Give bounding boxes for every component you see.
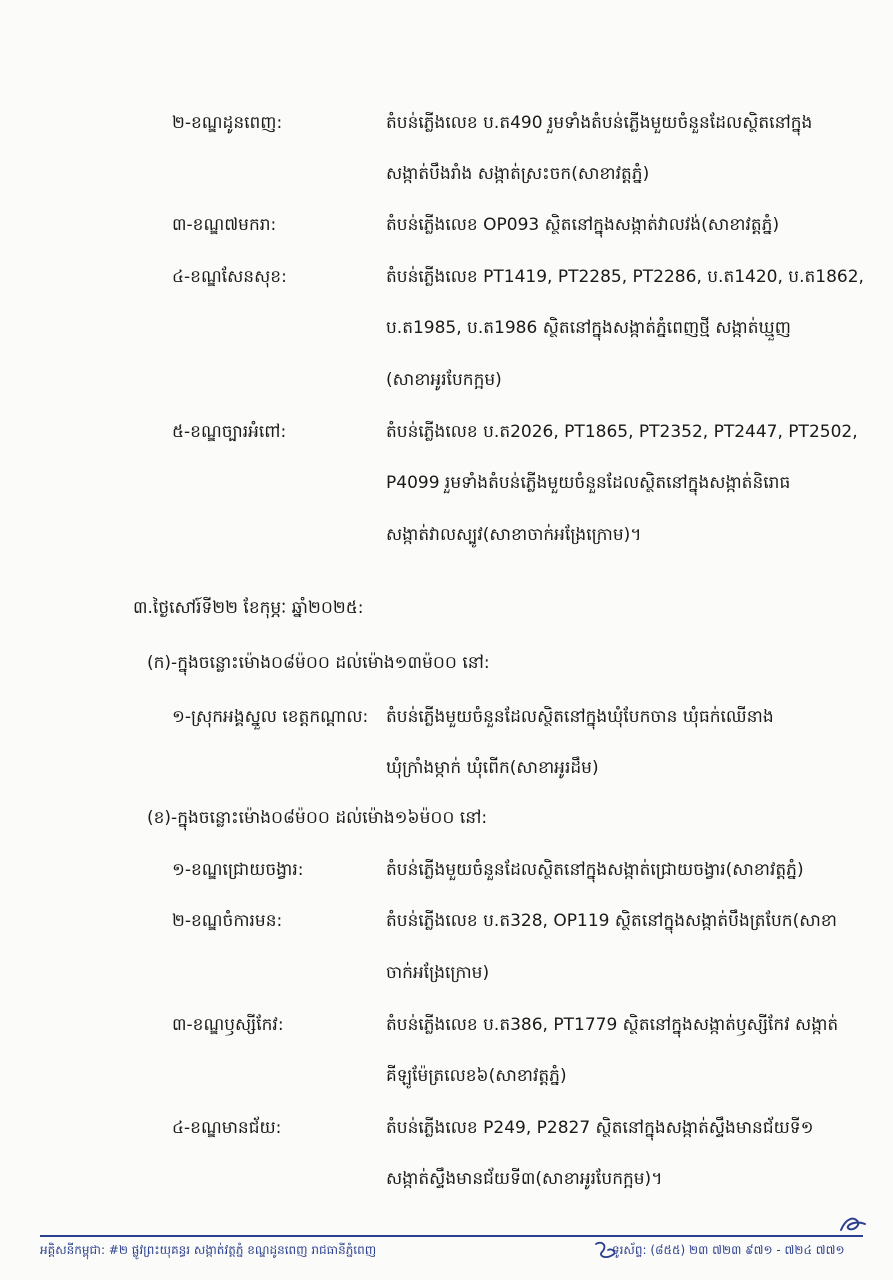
item-desc-line: សង្កាត់វាលស្បូវ(សាខាចាក់អង្រែក្រោម)។ — [386, 525, 642, 545]
item-desc-line: ចាក់អង្រែក្រោម) — [386, 963, 490, 983]
item-label-7-makara: ៣-ខណ្ឌ៧មករា: — [172, 215, 277, 235]
item-desc-line: តំបន់ភ្លើងលេខ P249, P2827 ស្ថិតនៅក្នុងសង្កាត់ស្ទឹងមានជ័យទី១ — [386, 1118, 814, 1138]
item-label-russey-keo: ៣-ខណ្ឌឫស្សីកែវ: — [172, 1015, 284, 1035]
item-label-mean-chey: ៤-ខណ្ឌមានជ័យ: — [172, 1118, 282, 1138]
item-desc-line: តំបន់ភ្លើងលេខ OP093 ស្ថិតនៅក្នុងសង្កាត់វាលវង់(សាខាវត្តភ្នំ) — [386, 215, 780, 235]
item-desc-line: តំបន់ភ្លើងលេខ ប.ត328, OP119 ស្ថិតនៅក្នុងសង្កាត់បឹងត្របែក(សាខា — [386, 911, 837, 931]
item-desc-line: ឃុំក្រាំងម្កាក់ ឃុំពើក(សាខាអូរដឹម) — [386, 758, 599, 778]
item-label-chbar-ampov: ៥-ខណ្ឌច្បារអំពៅ: — [172, 422, 287, 442]
item-desc-line: P4099 រួមទាំងតំបន់ភ្លើងមួយចំនួនដែលស្ថិតនៅក្នុងសង្កាត់និរោធ — [386, 473, 791, 493]
item-desc-line: ប.ត1985, ប.ត1986 ស្ថិតនៅក្នុងសង្កាត់ភ្នំពេញថ្មី សង្កាត់ឃ្មួញ — [386, 318, 791, 338]
section-heading: ៣.ថ្ងៃសៅរ៍ទី២២ ខែកុម្ភៈ ឆ្នាំ២០២៥: — [133, 598, 364, 618]
item-desc-line: សង្កាត់បឹងរាំង សង្កាត់ស្រះចក(សាខាវត្តភ្នំ) — [386, 164, 650, 184]
item-label-angk-snuol: ១-ស្រុកអង្គស្នួល ខេត្តកណ្ដាល: — [172, 707, 369, 727]
item-desc-line: តំបន់ភ្លើងមួយចំនួនដែលស្ថិតនៅក្នុងឃុំបែកចាន ឃុំធក់ឈើនាង — [386, 707, 774, 727]
item-desc-line: តំបន់ភ្លើងលេខ ប.ត490 រួមទាំងតំបន់ភ្លើងមួយចំនួនដែលស្ថិតនៅក្នុង — [386, 113, 813, 133]
item-label-sen-sok: ៤-ខណ្ឌសែនសុខ: — [172, 267, 287, 287]
sub-heading-a: (ក)-ក្នុងចន្លោះម៉ោង០៨ម៉០០ ដល់ម៉ោង១៣ម៉០០ នៅ: — [147, 653, 490, 673]
item-label-chroy-changvar: ១-ខណ្ឌជ្រោយចង្វារ: — [172, 860, 304, 880]
item-desc-line: គីឡូម៉ែត្រលេខ៦(សាខាវត្តភ្នំ) — [386, 1066, 567, 1086]
item-desc-line: តំបន់ភ្លើងលេខ ប.ត2026, PT1865, PT2352, PT2447, PT2502, — [386, 422, 858, 442]
item-desc-line: តំបន់ភ្លើងលេខ PT1419, PT2285, PT2286, ប.ត1420, ប.ត1862, — [386, 267, 864, 287]
footer-phone: ទូរស័ព្ទ: (៨៥៥) ២៣ ៧២៣ ៩៧១ - ៧២៤ ៧៧១ — [612, 1243, 845, 1257]
item-label-chamkar-mon: ២-ខណ្ឌចំការមន: — [172, 911, 283, 931]
item-desc-line: សង្កាត់ស្ទឹងមានជ័យទី៣(សាខាអូរបែកក្អម)។ — [386, 1169, 663, 1189]
footer-divider — [40, 1235, 863, 1237]
item-desc-line: តំបន់ភ្លើងមួយចំនួនដែលស្ថិតនៅក្នុងសង្កាត់ជ្រោយចង្វារ(សាខាវត្តភ្នំ) — [386, 860, 804, 880]
item-label-daun-penh: ២-ខណ្ឌដូនពេញ: — [172, 113, 283, 133]
item-desc-line: តំបន់ភ្លើងលេខ ប.ត386, PT1779 ស្ថិតនៅក្នុងសង្កាត់ឫស្សីកែវ សង្កាត់ — [386, 1015, 839, 1035]
item-desc-line: (សាខាអូរបែកក្អម) — [386, 370, 502, 390]
footer-address: អគ្គិសនីកម្ពុជា: #២ ផ្លូវព្រះយុគន្ធរ សង្កាត់វត្តភ្នំ ខណ្ឌដូនពេញ រាជធានីភ្នំពេញ — [40, 1243, 377, 1257]
sub-heading-b: (ខ)-ក្នុងចន្លោះម៉ោង០៨ម៉០០ ដល់ម៉ោង១៦ម៉០០ នៅ: — [147, 808, 488, 828]
